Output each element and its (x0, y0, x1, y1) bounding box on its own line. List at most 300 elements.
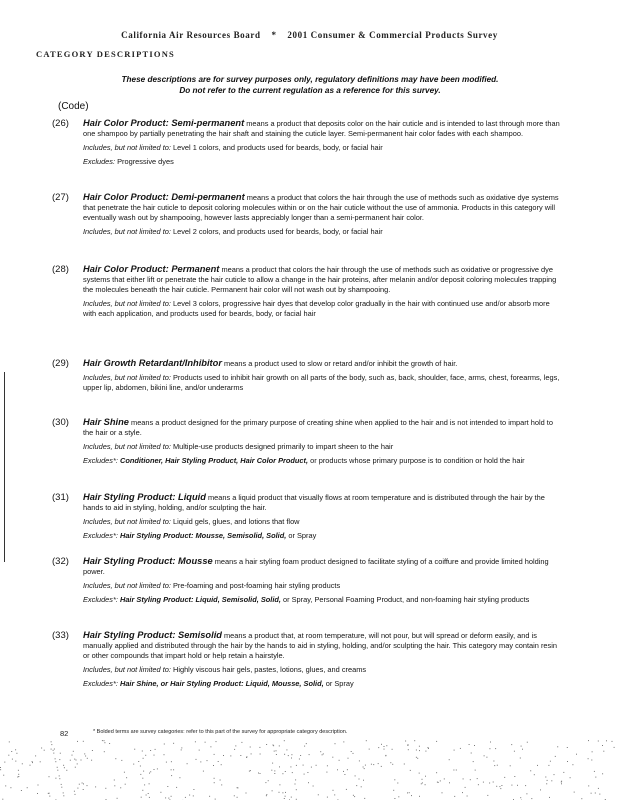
noise-speck (17, 777, 18, 778)
noise-speck (223, 755, 224, 756)
noise-speck (347, 769, 348, 770)
includes-text: Level 1 colors, and products used for beards, body, or facial hair (170, 143, 383, 152)
noise-speck (168, 798, 169, 799)
noise-speck (48, 793, 49, 794)
noise-speck (486, 757, 487, 758)
category-term: Hair Styling Product: Semisolid (83, 630, 222, 640)
noise-speck (117, 798, 118, 799)
noise-speck (160, 792, 161, 793)
noise-speck (271, 770, 272, 771)
noise-speck (195, 741, 196, 742)
noise-speck (343, 771, 344, 772)
header-agency: California Air Resources Board (121, 30, 261, 40)
noise-speck (272, 763, 273, 764)
noise-speck (91, 760, 92, 761)
noise-speck (595, 793, 596, 794)
noise-speck (440, 780, 441, 781)
noise-speck (77, 741, 78, 742)
noise-speck (592, 751, 593, 752)
noise-speck (260, 754, 261, 755)
noise-speck (546, 783, 547, 784)
noise-speck (121, 760, 122, 761)
noise-speck (282, 773, 283, 774)
excludes-line (83, 456, 562, 466)
noise-speck (115, 758, 116, 759)
noise-speck (234, 795, 235, 796)
noise-speck (146, 795, 147, 796)
noise-speck (462, 792, 463, 793)
includes-line (83, 143, 562, 153)
noise-speck (478, 784, 479, 785)
noise-speck (510, 765, 511, 766)
noise-speck (602, 745, 603, 746)
noise-speck (598, 788, 599, 789)
noise-speck (220, 780, 221, 781)
noise-speck (292, 772, 293, 773)
noise-speck (83, 783, 84, 784)
noise-speck (241, 742, 242, 743)
noise-speck (363, 780, 364, 781)
noise-speck (79, 784, 80, 785)
noise-speck (332, 757, 333, 758)
noise-speck (221, 764, 222, 765)
noise-speck (561, 782, 562, 783)
noise-speck (0, 767, 1, 768)
noise-speck (140, 766, 141, 767)
noise-speck (284, 798, 285, 799)
noise-speck (477, 778, 478, 779)
includes-lead: Includes, but not limited to: (83, 581, 171, 590)
noise-speck (187, 763, 188, 764)
noise-speck (555, 756, 556, 757)
noise-speck (114, 780, 115, 781)
noise-speck (142, 778, 143, 779)
includes-line (83, 517, 562, 527)
noise-speck (60, 753, 61, 754)
category-definition (83, 192, 562, 223)
noise-speck (306, 743, 307, 744)
noise-speck (167, 786, 168, 787)
excludes-line (83, 679, 562, 689)
noise-speck (61, 784, 62, 785)
noise-speck (428, 748, 429, 749)
category-descriptions-title: CATEGORY DESCRIPTIONS (36, 49, 175, 59)
includes-line (83, 373, 562, 393)
noise-speck (570, 777, 571, 778)
noise-speck (411, 795, 412, 796)
excludes-bold-terms: Conditioner, Hair Styling Product, Hair Color Product, (117, 456, 309, 465)
noise-speck (501, 785, 502, 786)
noise-speck (83, 789, 84, 790)
excludes-text: or Spray, Personal Foaming Product, and non-foaming hair styling products (280, 595, 530, 604)
noise-speck (288, 755, 289, 756)
noise-speck (309, 754, 310, 755)
noise-speck (126, 777, 127, 778)
includes-text: Pre-foaming and post-foaming hair styling products (170, 581, 341, 590)
noise-speck (540, 789, 541, 790)
noise-speck (259, 747, 260, 748)
noise-speck (164, 754, 165, 755)
noise-speck (318, 794, 319, 795)
noise-speck (291, 754, 292, 755)
noise-speck (40, 761, 41, 762)
noise-speck (591, 760, 592, 761)
noise-speck (444, 778, 445, 779)
definition-text: means a product that, at room temperature, will not pour, but will spread or deform easily, and is manually applied and distributed through the hair by the hands to aid in styling, holding, and/or sculpting the hair. This category may contain resin or other compounds that impart hold or help retain a hairstyle. (83, 631, 557, 660)
noise-speck (144, 784, 145, 785)
includes-lead: Includes, but not limited to: (83, 227, 171, 236)
includes-text: Level 3 colors, progressive hair dyes that develop color gradually in the hair with continued use and/or absorb more with each application, and products used for beards, body, or facial hair (83, 299, 550, 318)
noise-speck (407, 792, 408, 793)
noise-speck (143, 758, 144, 759)
noise-speck (171, 796, 172, 797)
noise-speck (295, 784, 296, 785)
noise-speck (279, 766, 280, 767)
noise-speck (355, 775, 356, 776)
noise-speck (456, 770, 457, 771)
noise-speck (11, 751, 12, 752)
noise-speck (70, 760, 71, 761)
noise-speck (520, 797, 521, 798)
category-entry (52, 556, 562, 605)
noise-speck (57, 767, 58, 768)
noise-speck (436, 741, 437, 742)
noise-speck (171, 775, 172, 776)
noise-speck (105, 788, 106, 789)
noise-speck (531, 798, 532, 799)
noise-speck (143, 771, 144, 772)
noise-speck (272, 790, 273, 791)
noise-speck (237, 797, 238, 798)
noise-speck (210, 746, 211, 747)
noise-speck (428, 747, 429, 748)
noise-speck (189, 795, 190, 796)
noise-speck (59, 778, 60, 779)
noise-speck (274, 770, 275, 771)
noise-speck (313, 786, 314, 787)
noise-speck (240, 755, 241, 756)
noise-speck (92, 750, 93, 751)
noise-speck (63, 795, 64, 796)
noise-speck (0, 769, 1, 770)
noise-speck (373, 764, 374, 765)
category-entry (52, 264, 562, 319)
noise-speck (361, 786, 362, 787)
disclaimer-line-1: These descriptions are for survey purposes only, regulatory definitions may have been modified. (121, 75, 499, 84)
noise-speck (12, 759, 13, 760)
noise-speck (266, 744, 267, 745)
noise-speck (214, 782, 215, 783)
category-definition (83, 264, 562, 295)
noise-speck (37, 793, 38, 794)
page-number: 82 (60, 729, 69, 738)
noise-speck (320, 751, 321, 752)
noise-speck (18, 770, 19, 771)
category-definition (83, 630, 562, 661)
category-definition (83, 556, 562, 577)
noise-speck (155, 749, 156, 750)
noise-speck (473, 761, 474, 762)
noise-speck (520, 758, 521, 759)
definition-text: means a liquid product that visually flows at room temperature and is distributed through the hair by the hands to aid in styling, holding, and/or sculpting the hair. (83, 493, 545, 512)
noise-speck (351, 751, 352, 752)
noise-speck (260, 773, 261, 774)
category-code: (27) (52, 192, 69, 203)
category-entry (52, 118, 562, 167)
noise-speck (290, 766, 291, 767)
noise-speck (63, 765, 64, 766)
excludes-text: or Spray (323, 679, 354, 688)
noise-speck (409, 792, 410, 793)
noise-speck (266, 794, 267, 795)
excludes-text: Progressive dyes (115, 157, 174, 166)
noise-speck (66, 770, 67, 771)
noise-speck (284, 740, 285, 741)
noise-speck (22, 763, 23, 764)
category-term: Hair Color Product: Demi-permanent (83, 192, 245, 202)
noise-speck (149, 797, 150, 798)
page-footer (60, 729, 348, 738)
noise-speck (475, 770, 476, 771)
noise-speck (567, 747, 568, 748)
excludes-lead: Excludes*: (83, 595, 118, 604)
noise-speck (171, 761, 172, 762)
noise-speck (489, 783, 490, 784)
noise-speck (77, 788, 78, 789)
noise-speck (203, 771, 204, 772)
noise-speck (563, 772, 564, 773)
noise-speck (133, 764, 134, 765)
noise-speck (265, 782, 266, 783)
noise-speck (489, 748, 490, 749)
noise-speck (548, 765, 549, 766)
noise-speck (10, 787, 11, 788)
noise-speck (30, 765, 31, 766)
noise-speck (397, 783, 398, 784)
noise-speck (83, 741, 84, 742)
noise-speck (454, 750, 455, 751)
noise-speck (490, 742, 491, 743)
noise-speck (419, 796, 420, 797)
excludes-line (83, 531, 562, 541)
noise-speck (196, 759, 197, 760)
noise-speck (436, 772, 437, 773)
noise-speck (237, 787, 238, 788)
noise-speck (574, 792, 575, 793)
noise-speck (250, 770, 251, 771)
noise-speck (74, 791, 75, 792)
noise-speck (87, 758, 88, 759)
includes-lead: Includes, but not limited to: (83, 665, 171, 674)
excludes-line (83, 157, 562, 167)
noise-speck (59, 775, 60, 776)
noise-speck (75, 767, 76, 768)
definition-text: means a product designed for the primary purpose of creating shine when applied to the hair and is not intended to impart hold to the hair or a style. (83, 418, 553, 437)
noise-speck (120, 787, 121, 788)
noise-speck (291, 758, 292, 759)
noise-speck (296, 765, 297, 766)
noise-speck (364, 768, 365, 769)
noise-speck (588, 740, 589, 741)
noise-speck (323, 753, 324, 754)
noise-speck (51, 749, 52, 750)
noise-speck (148, 793, 149, 794)
noise-speck (173, 743, 174, 744)
noise-speck (437, 782, 438, 783)
noise-speck (274, 773, 275, 774)
noise-speck (16, 753, 17, 754)
category-term: Hair Growth Retardant/Inhibitor (83, 358, 222, 368)
noise-speck (530, 770, 531, 771)
category-term: Hair Styling Product: Liquid (83, 492, 206, 502)
noise-speck (493, 782, 494, 783)
excludes-lead: Excludes*: (83, 679, 118, 688)
noise-speck (282, 792, 283, 793)
category-definition (83, 417, 562, 438)
noise-speck (149, 783, 150, 784)
noise-speck (416, 757, 417, 758)
noise-speck (392, 764, 393, 765)
noise-speck (102, 740, 103, 741)
noise-speck (469, 744, 470, 745)
noise-speck (114, 785, 115, 786)
noise-speck (75, 794, 76, 795)
noise-speck (157, 768, 158, 769)
noise-speck (4, 762, 5, 763)
noise-speck (142, 751, 143, 752)
category-entry (52, 358, 562, 393)
noise-speck (304, 774, 305, 775)
noise-speck (404, 764, 405, 765)
noise-speck (250, 747, 251, 748)
noise-speck (76, 760, 77, 761)
category-code: (26) (52, 118, 69, 129)
noise-speck (193, 795, 194, 796)
noise-speck (419, 750, 420, 751)
noise-speck (15, 761, 16, 762)
noise-speck (576, 754, 577, 755)
noise-speck (551, 780, 552, 781)
noise-speck (176, 787, 177, 788)
includes-lead: Includes, but not limited to: (83, 442, 171, 451)
noise-speck (419, 773, 420, 774)
excludes-bold-terms: Hair Shine, or Hair Styling Product: Liquid, Mousse, Solid, (117, 679, 324, 688)
noise-speck (179, 777, 180, 778)
noise-speck (285, 771, 286, 772)
includes-text: Multiple-use products designed primarily to impart sheen to the hair (170, 442, 394, 451)
noise-speck (81, 760, 82, 761)
noise-speck (276, 754, 277, 755)
noise-speck (449, 782, 450, 783)
noise-speck (364, 798, 365, 799)
noise-speck (337, 769, 338, 770)
noise-speck (104, 751, 105, 752)
noise-speck (588, 785, 589, 786)
noise-speck (344, 774, 345, 775)
disclaimer-line-2: Do not refer to the current regulation as a reference for this survey. (179, 86, 441, 95)
noise-speck (487, 795, 488, 796)
noise-speck (550, 761, 551, 762)
category-definition (83, 492, 562, 513)
excludes-line (83, 595, 562, 605)
noise-speck (72, 755, 73, 756)
noise-speck (21, 790, 22, 791)
noise-speck (465, 787, 466, 788)
noise-speck (84, 753, 85, 754)
noise-speck (154, 769, 155, 770)
noise-speck (598, 741, 599, 742)
noise-speck (394, 779, 395, 780)
noise-speck (18, 776, 19, 777)
noise-speck (378, 747, 379, 748)
noise-speck (557, 746, 558, 747)
scan-artifact-line (4, 372, 5, 562)
noise-speck (166, 762, 167, 763)
noise-speck (150, 750, 151, 751)
noise-speck (35, 755, 36, 756)
noise-speck (41, 748, 42, 749)
category-entry (52, 417, 562, 466)
noise-speck (527, 742, 528, 743)
excludes-bold-terms: Hair Styling Product: Liquid, Semisolid, Solid, (117, 595, 281, 604)
code-column-label: (Code) (58, 101, 89, 112)
noise-speck (27, 787, 28, 788)
noise-speck (199, 750, 200, 751)
noise-speck (334, 794, 335, 795)
noise-speck (284, 754, 285, 755)
definition-text: means a product that deposits color on the hair cuticle and is intended to last through more than one shampoo by partially penetrating the hair shaft and staining the cuticle layer. Semi-permanent hair color fades with each shampoo. (83, 119, 560, 138)
includes-line (83, 442, 562, 452)
noise-speck (104, 740, 105, 741)
noise-speck (181, 747, 182, 748)
excludes-text: or products whose primary purpose is to condition or hold the hair (308, 456, 525, 465)
disclaimer (70, 74, 550, 96)
noise-speck (246, 793, 247, 794)
noise-speck (140, 774, 141, 775)
noise-speck (142, 790, 143, 791)
noise-speck (594, 771, 595, 772)
noise-speck (602, 773, 603, 774)
noise-speck (392, 749, 393, 750)
noise-speck (124, 772, 125, 773)
noise-speck (410, 770, 411, 771)
excludes-lead: Excludes*: (83, 531, 118, 540)
noise-speck (246, 756, 247, 757)
includes-line (83, 665, 562, 675)
noise-speck (343, 741, 344, 742)
noise-speck (425, 784, 426, 785)
includes-text: Products used to inhibit hair growth on all parts of the body, such as, back, shoulder, face, arms, chest, forearms, legs, upper lip, abdomen, bikini line, and/or underarms (83, 373, 560, 392)
noise-speck (8, 755, 9, 756)
noise-speck (9, 741, 10, 742)
noise-speck (454, 796, 455, 797)
noise-speck (493, 761, 494, 762)
noise-speck (214, 754, 215, 755)
noise-speck (384, 749, 385, 750)
noise-speck (51, 744, 52, 745)
noise-speck (484, 755, 485, 756)
noise-speck (378, 763, 379, 764)
definition-text: means a hair styling foam product designed to facilitate styling of a coiffure and provide limited holding power. (83, 557, 549, 576)
noise-speck (534, 774, 535, 775)
noise-speck (471, 753, 472, 754)
noise-speck (53, 753, 54, 754)
includes-line (83, 227, 562, 237)
noise-speck (386, 745, 387, 746)
noise-speck (603, 751, 604, 752)
noise-speck (308, 782, 309, 783)
noise-speck (526, 793, 527, 794)
